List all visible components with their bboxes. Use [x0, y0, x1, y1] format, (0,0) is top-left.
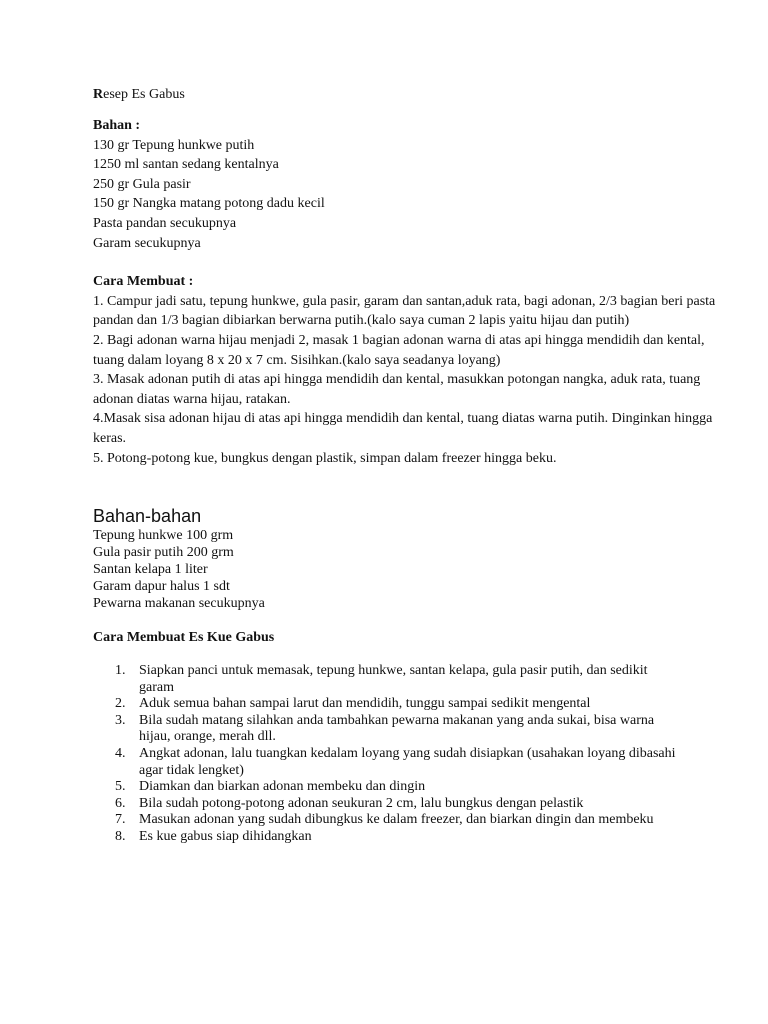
- step-number: 7.: [115, 812, 126, 828]
- step-number: 4.: [115, 746, 126, 762]
- step-text: Bila sudah potong-potong adonan seukuran 2 cm, lalu bungkus dengan pelastik: [139, 795, 584, 811]
- recipe2-ingredient: Santan kelapa 1 liter: [93, 562, 208, 578]
- step-text: Angkat adonan, lalu tuangkan kedalam loyang yang sudah disiapkan (usahakan loyang dibasahi agar tidak lengket): [139, 746, 676, 778]
- recipe1-step: 3. Masak adonan putih di atas api hingga mendidih dan kental, masukkan potongan nangka, aduk rata, tuang adonan diatas warna hijau, ratakan.: [93, 372, 701, 407]
- document-title: [93, 86, 733, 104]
- step-text: Es kue gabus siap dihidangkan: [139, 829, 312, 845]
- step-text: Diamkan dan biarkan adonan membeku dan dingin: [139, 779, 426, 795]
- step-text: Aduk semua bahan sampai larut dan mendidih, tunggu sampai sedikit mengental: [139, 696, 591, 712]
- recipe2-ingredient: Gula pasir putih 200 grm: [93, 545, 234, 561]
- recipe2-ingredient: Garam dapur halus 1 sdt: [93, 579, 230, 595]
- list-item: [93, 746, 679, 779]
- title-first-letter: R: [93, 87, 104, 102]
- step-number: 8.: [115, 829, 126, 845]
- recipe2-steps-list: [93, 663, 733, 846]
- recipe1-step: 4.Masak sisa adonan hijau di atas api hingga mendidih dan kental, tuang diatas warna putih. Dinginkan hingga keras.: [93, 411, 713, 446]
- recipe2-ingredients: [93, 527, 733, 612]
- recipe1-step: 5. Potong-potong kue, bungkus dengan plastik, simpan dalam freezer hingga beku.: [93, 450, 557, 466]
- recipe1-step: 2. Bagi adonan warna hijau menjadi 2, masak 1 bagian adonan warna di atas api hingga mendidih dan kental, tuang dalam loyang 8 x 20 x 7 cm. Sisihkan.(kalo saya seadanya loyang): [93, 332, 705, 368]
- recipe1-step: 1. Campur jadi satu, tepung hunkwe, gula pasir, garam dan santan,aduk rata, bagi adonan, 2/3 bagian beri pasta pandan dan 1/3 bagian dibiarkan berwarna putih.(kalo saya cuman 2 lapis yaitu hijau dan putih): [93, 293, 716, 329]
- step-text: Siapkan panci untuk memasak, tepung hunkwe, santan kelapa, gula pasir putih, dan sedikit garam: [139, 663, 648, 695]
- list-item: [93, 713, 679, 746]
- step-number: 5.: [115, 779, 126, 795]
- step-number: 3.: [115, 712, 126, 728]
- recipe2-ingredients-heading: Bahan-bahan: [93, 506, 202, 527]
- recipe1-ingredient: Pasta pandan secukupnya: [93, 215, 237, 231]
- recipe1-ingredient: 150 gr Nangka matang potong dadu kecil: [93, 196, 325, 212]
- step-number: 2.: [115, 696, 126, 712]
- recipe1-ingredient: Garam secukupnya: [93, 235, 201, 251]
- recipe1-section: [93, 116, 733, 468]
- recipe2-ingredient: Pewarna makanan secukupnya: [93, 596, 265, 612]
- step-text: Masukan adonan yang sudah dibungkus ke dalam freezer, dan biarkan dingin dan membeku: [139, 812, 654, 828]
- recipe1-ingredient: 130 gr Tepung hunkwe putih: [93, 137, 255, 153]
- list-item: [93, 779, 679, 796]
- list-item: [93, 812, 679, 829]
- list-item: [93, 663, 679, 696]
- step-number: 1.: [115, 663, 126, 679]
- recipe1-method-heading: Cara Membuat :: [93, 274, 194, 290]
- list-item: [93, 829, 679, 846]
- title-rest: esep Es Gabus: [103, 87, 185, 102]
- recipe2-method-heading: Cara Membuat Es Kue Gabus: [93, 630, 275, 646]
- list-item: [93, 696, 679, 713]
- recipe1-ingredient: 1250 ml santan sedang kentalnya: [93, 157, 279, 173]
- recipe1-ingredient: 250 gr Gula pasir: [93, 176, 191, 192]
- step-text: Bila sudah matang silahkan anda tambahkan pewarna makanan yang anda sukai, bisa warna hijau, orange, merah dll.: [139, 712, 655, 745]
- recipe1-ingredients-heading: Bahan :: [93, 118, 141, 133]
- document-page: [93, 86, 733, 846]
- list-item: [93, 796, 679, 813]
- step-number: 6.: [115, 795, 126, 811]
- recipe2-ingredient: Tepung hunkwe 100 grm: [93, 528, 234, 544]
